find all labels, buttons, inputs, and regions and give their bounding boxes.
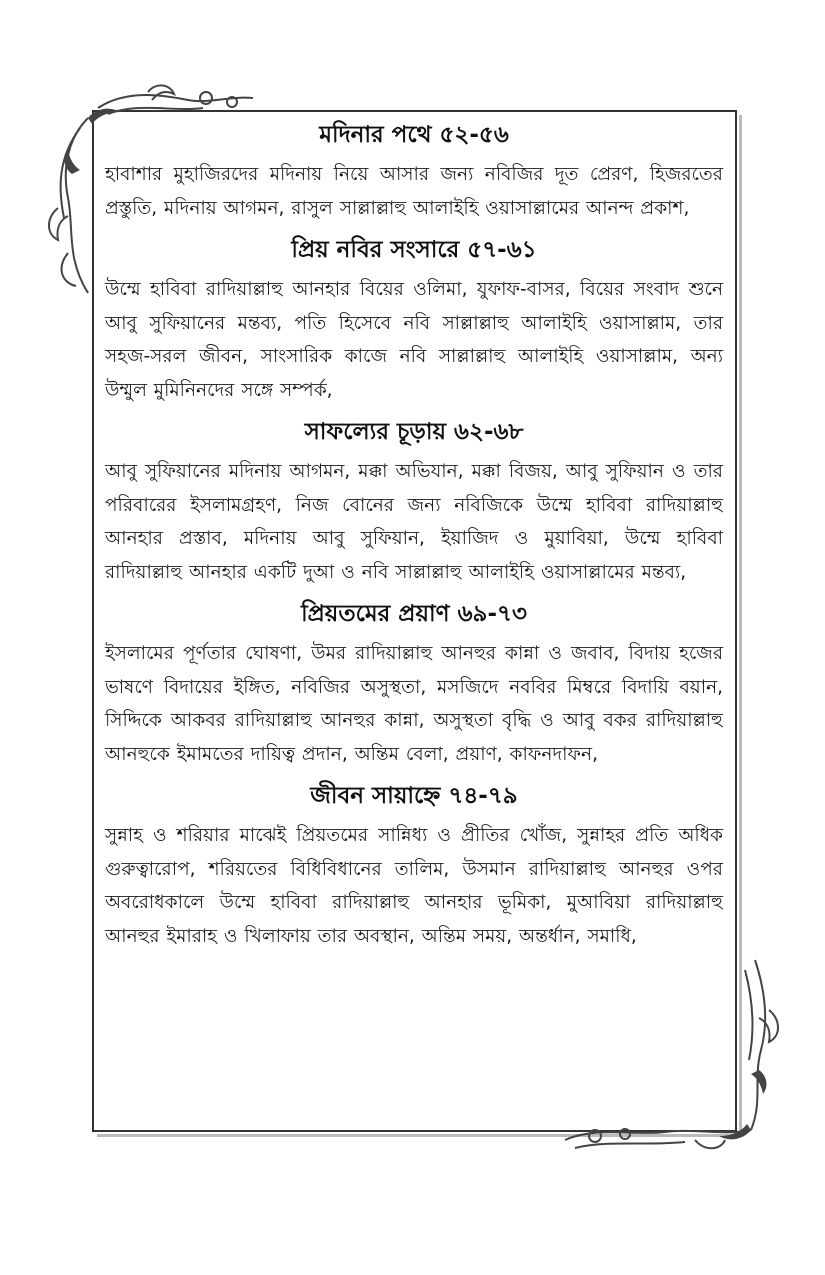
section-heading: মদিনার পথে ৫২-৫৬ xyxy=(319,122,509,148)
section-summary: সুন্নাহ ও শরিয়ার মাঝেই প্রিয়তমের সান্নিধ্য ও প্রীতির খোঁজ, সুন্নাহর প্রতি অধিক গুরুত্বারোপ, শরিয়তের বিধিবিধানের তালিম, উসমান রাদিয়াল্লাহু আনহুর ওপর অবরোধকালে উম্মে হাবিবা রাদিয়াল্লাহু আনহার ভূমিকা, মুআবিয়া রাদিয়াল্লাহু আনহুর ইমারাহ ও খিলাফায় তার অবস্থান, অন্তিম সময়, অন্তর্ধান, সমাধি, xyxy=(105,825,723,947)
section-summary: হাবাশার মুহাজিরদের মদিনায় নিয়ে আসার জন্য নবিজির দূত প্রেরণ, হিজরতের প্রস্তুতি, মদিনায় আগমন, রাসুল সাল্লাল্লাহু আলাইহি ওয়াসাল্লামের আনন্দ প্রকাশ, xyxy=(105,164,723,219)
table-of-contents xyxy=(105,118,723,961)
section-heading: সাফল্যের চূড়ায় ৬২-৬৮ xyxy=(304,419,524,445)
toc-section xyxy=(105,779,723,953)
section-heading: প্রিয়তমের প্রয়াণ ৬৯-৭৩ xyxy=(301,601,527,627)
section-heading: প্রিয় নবির সংসারে ৫৭-৬১ xyxy=(291,237,537,263)
toc-section xyxy=(105,233,723,407)
toc-section xyxy=(105,118,723,225)
section-summary: ইসলামের পূর্ণতার ঘোষণা, উমর রাদিয়াল্লাহু আনহুর কান্না ও জবাব, বিদায় হজের ভাষণে বিদায়ের ইঙ্গিত, নবিজির অসুস্থতা, মসজিদে নববির মিম্বরে বিদায়ি বয়ান, সিদ্দিকে আকবর রাদিয়াল্লাহু আনহুর কান্না, অসুস্থতা বৃদ্ধি ও আবু বকর রাদিয়াল্লাহু আনহুকে ইমামতের দায়িত্ব প্রদান, অন্তিম বেলা, প্রয়াণ, কাফনদাফন, xyxy=(105,643,723,765)
toc-section xyxy=(105,597,723,771)
section-heading: জীবন সায়াহ্নে ৭৪-৭৯ xyxy=(310,783,518,809)
section-summary: উম্মে হাবিবা রাদিয়াল্লাহু আনহার বিয়ের ওলিমা, যুফাফ-বাসর, বিয়ের সংবাদ শুনে আবু সুফিয়ানের মন্তব্য, পতি হিসেবে নবি সাল্লাল্লাহু আলাইহি ওয়াসাল্লাম, তার সহজ-সরল জীবন, সাংসারিক কাজে নবি সাল্লাল্লাহু আলাইহি ওয়াসাল্লাম, অন্য উম্মুল মুমিনিনদের সঙ্গে সম্পর্ক, xyxy=(105,279,723,401)
section-summary: আবু সুফিয়ানের মদিনায় আগমন, মক্কা অভিযান, মক্কা বিজয়, আবু সুফিয়ান ও তার পরিবারের ইসলামগ্রহণ, নিজ বোনের জন্য নবিজিকে উম্মে হাবিবা রাদিয়াল্লাহু আনহার প্রস্তাব, মদিনায় আবু সুফিয়ান, ইয়াজিদ ও মুয়াবিয়া, উম্মে হাবিবা রাদিয়াল্লাহু আনহার একটি দুআ ও নবি সাল্লাল্লাহু আলাইহি ওয়াসাল্লামের মন্তব্য, xyxy=(105,461,723,583)
bottom-right-flourish-ornament xyxy=(555,950,795,1160)
toc-section xyxy=(105,415,723,589)
